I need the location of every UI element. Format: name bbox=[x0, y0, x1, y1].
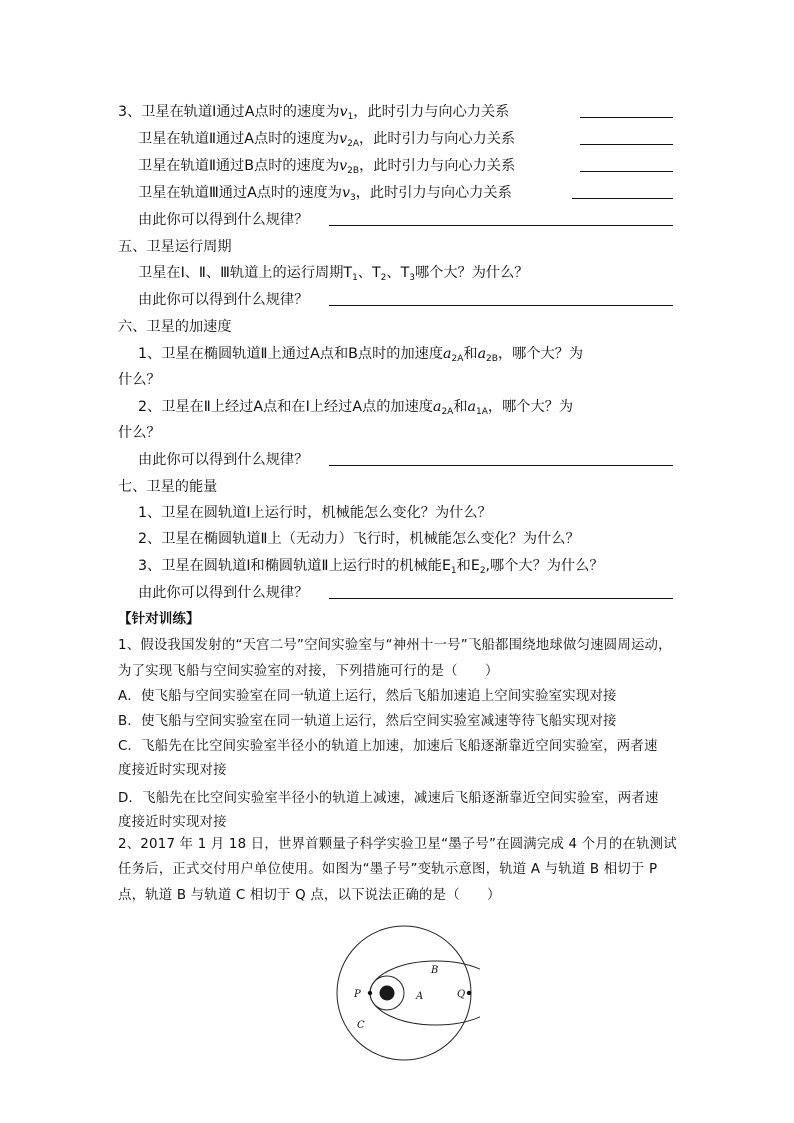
answer-blank-5[interactable] bbox=[329, 211, 673, 226]
sub-3: 3 bbox=[349, 193, 356, 203]
s5-q-pre: 卫星在Ⅰ、Ⅱ、Ⅲ轨道上的运行周期T bbox=[138, 265, 353, 281]
sub-2a: 2A bbox=[347, 139, 360, 149]
s7-q2: 2、卫星在椭圆轨道Ⅱ上（无动力）飞行时，机械能怎么变化？为什么？ bbox=[138, 531, 580, 547]
s3-line-2 bbox=[138, 130, 794, 148]
var-a: a bbox=[432, 399, 442, 415]
sub-e2: 2 bbox=[479, 566, 486, 576]
q1-option-d-cont: 度接近时实现对接 bbox=[118, 815, 227, 830]
s7-q3-pre: 3、卫星在圆轨道Ⅰ和椭圆轨道Ⅱ上运行时的机械能E bbox=[138, 558, 451, 574]
q2-line-1: 2、2017 年 1 月 18 日，世界首颗量子科学实验卫星“墨子号”在圆满完成 4 个月的在轨测试 bbox=[118, 837, 677, 852]
var-a: a bbox=[467, 399, 477, 415]
q2-line-2: 任务后，正式交付用户单位使用。如图为“墨子号”变轨示意图，轨道 A 与轨道 B 相切于 P bbox=[118, 862, 658, 877]
s3-line-4 bbox=[138, 184, 794, 202]
answer-blank-7[interactable] bbox=[329, 451, 673, 466]
s5-q-post: 哪个大？为什么？ bbox=[414, 265, 529, 281]
s5-title: 五、卫星运行周期 bbox=[118, 239, 232, 255]
s3-l3-text: 卫星在轨道Ⅱ通过B点时的速度为 bbox=[138, 158, 340, 174]
s6-q1-pre: 1、卫星在椭圆轨道Ⅱ上通过A点和B点时的加速度 bbox=[138, 346, 444, 362]
var-a: a bbox=[477, 346, 487, 362]
s6-q1-post: ，哪个大？为 bbox=[497, 346, 584, 362]
s7-q1: 1、卫星在圆轨道Ⅰ上运行时，机械能怎么变化？为什么？ bbox=[138, 505, 492, 521]
q1-option-d[interactable]: D．飞船先在比空间实验室半径小的轨道上减速，减速后飞船逐渐靠近空间实验室，两者速 bbox=[118, 791, 659, 806]
s3-l1-post: ，此时引力与向心力关系 bbox=[353, 104, 510, 120]
s6-rule-line bbox=[138, 451, 794, 469]
s7-rule-text: 由此你可以得到什么规律？ bbox=[138, 585, 309, 601]
s3-line-3 bbox=[138, 157, 794, 175]
label-p: P bbox=[354, 989, 361, 1000]
s3-l4-post: ，此时引力与向心力关系 bbox=[355, 185, 512, 201]
s6-q2-post: ，哪个大？为 bbox=[487, 399, 574, 415]
var-v: v bbox=[341, 185, 350, 201]
answer-blank-3[interactable] bbox=[580, 157, 673, 172]
s3-l2-text: 卫星在轨道Ⅱ通过A点时的速度为 bbox=[138, 131, 340, 147]
q1-line-1: 1、假设我国发射的“天宫二号”空间实验室与“神州十一号”飞船都围绕地球做匀速圆周运动， bbox=[118, 638, 672, 653]
s5-m2: 、T bbox=[386, 265, 410, 281]
label-c: C bbox=[357, 1020, 365, 1031]
s6-title: 六、卫星的加速度 bbox=[118, 319, 232, 335]
s3-l3-post: ，此时引力与向心力关系 bbox=[359, 158, 516, 174]
training-header: 【针对训练】 bbox=[118, 611, 200, 627]
label-a: A bbox=[416, 991, 424, 1002]
answer-blank-2[interactable] bbox=[580, 130, 673, 145]
sub-t1: 1 bbox=[352, 273, 358, 283]
s6-q1-mid: 和 bbox=[463, 346, 478, 362]
s3-l1-text: 3、卫星在轨道Ⅰ通过A点时的速度为 bbox=[118, 104, 340, 120]
s6-rule-text: 由此你可以得到什么规律？ bbox=[138, 452, 309, 468]
sub-1: 1 bbox=[347, 112, 354, 122]
s7-q3 bbox=[138, 557, 794, 575]
s6-q1-cont: 什么？ bbox=[118, 372, 161, 388]
s3-rule-line bbox=[138, 211, 794, 229]
s3-line-1 bbox=[118, 103, 794, 121]
q1-option-a[interactable]: A．使飞船与空间实验室在同一轨道上运行，然后飞船加速追上空间实验室实现对接 bbox=[118, 689, 617, 704]
sub-e1: 1 bbox=[450, 566, 457, 576]
sub-t3: 3 bbox=[409, 273, 415, 283]
s5-rule-text: 由此你可以得到什么规律？ bbox=[138, 292, 309, 308]
var-v: v bbox=[339, 158, 348, 174]
q2-line-3: 点，轨道 B 与轨道 C 相切于 Q 点，以下说法正确的是（ ） bbox=[118, 888, 501, 903]
var-v: v bbox=[339, 131, 348, 147]
sub-1a: 1A bbox=[476, 407, 488, 417]
s3-l2-post: ，此时引力与向心力关系 bbox=[359, 131, 516, 147]
s6-q2 bbox=[138, 398, 794, 416]
s7-rule-line bbox=[138, 584, 794, 602]
q1-option-c-cont: 度接近时实现对接 bbox=[118, 763, 227, 778]
s6-q2-cont: 什么？ bbox=[118, 425, 161, 441]
s5-rule-line bbox=[138, 291, 794, 309]
point-q-dot bbox=[467, 991, 471, 995]
answer-blank-8[interactable] bbox=[329, 584, 673, 599]
s6-q2-pre: 2、卫星在Ⅱ上经过A点和在Ⅰ上经过A点的加速度 bbox=[138, 399, 433, 415]
sub-2a: 2A bbox=[451, 354, 464, 364]
label-q: Q bbox=[457, 989, 466, 1000]
answer-blank-1[interactable] bbox=[580, 103, 673, 118]
s5-question bbox=[138, 264, 794, 282]
q1-option-b[interactable]: B．使飞船与空间实验室在同一轨道上运行，然后空间实验室减速等待飞船实现对接 bbox=[118, 714, 617, 729]
s7-title: 七、卫星的能量 bbox=[118, 479, 218, 495]
s3-l4-text: 卫星在轨道Ⅲ通过A点时的速度为 bbox=[138, 185, 342, 201]
orbit-diagram bbox=[330, 915, 480, 1065]
sub-2b: 2B bbox=[347, 166, 360, 176]
answer-blank-6[interactable] bbox=[329, 291, 673, 306]
q1-option-c[interactable]: C．飞船先在比空间实验室半径小的轨道上加速，加速后飞船逐渐靠近空间实验室，两者速 bbox=[118, 739, 658, 754]
earth-icon bbox=[380, 986, 395, 1001]
q1-line-2: 为了实现飞船与空间实验室的对接，下列措施可行的是（ ） bbox=[118, 664, 499, 679]
label-b: B bbox=[431, 965, 439, 976]
s7-q3-mid: 和E bbox=[456, 558, 480, 574]
s7-q3-post: ,哪个大？为什么？ bbox=[485, 558, 604, 574]
sub-t2: 2 bbox=[380, 273, 387, 283]
s6-q1 bbox=[138, 345, 794, 363]
point-p-dot bbox=[368, 991, 372, 995]
sub-2a: 2A bbox=[441, 407, 454, 417]
s5-m1: 、T bbox=[357, 265, 381, 281]
var-a: a bbox=[443, 346, 452, 362]
s3-rule-text: 由此你可以得到什么规律？ bbox=[138, 212, 309, 228]
sub-2b: 2B bbox=[486, 354, 498, 364]
var-v: v bbox=[339, 104, 348, 120]
s6-q2-mid: 和 bbox=[453, 399, 468, 415]
answer-blank-4[interactable] bbox=[572, 184, 673, 199]
